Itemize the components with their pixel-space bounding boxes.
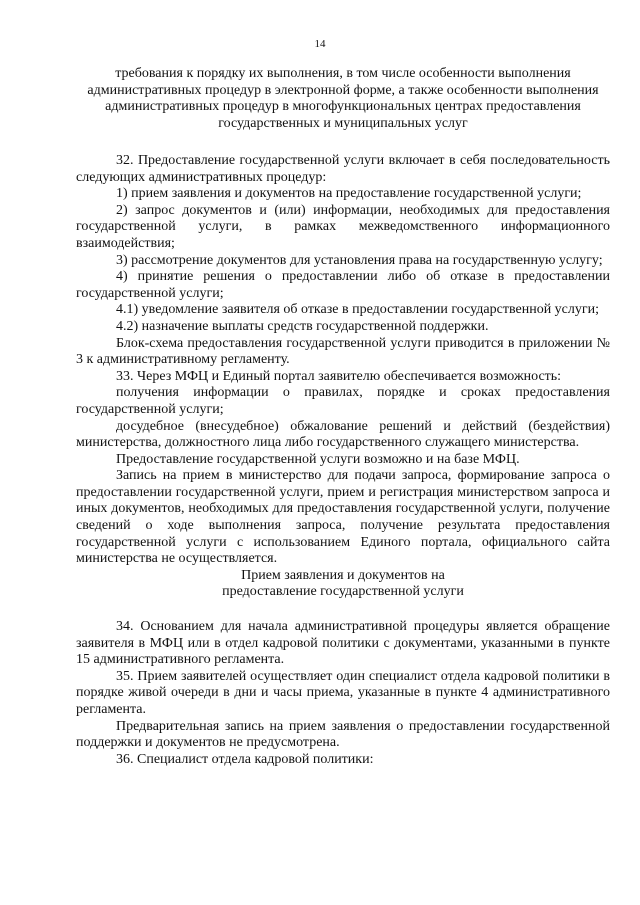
paragraph: 34. Основанием для начала административной процедуры является обращение заявителя в МФЦ или в отдел кадровой политики с документами, указанными в пункте 15 административного регламента. xyxy=(76,619,610,668)
paragraph: Предоставление государственной услуги возможно и на базе МФЦ. xyxy=(116,451,520,467)
list-item: досудебное (внесудебное) обжалование решений и действий (бездействия) министерства, должностного лица либо государственного служащего министерства. xyxy=(76,418,610,451)
spacer xyxy=(76,601,610,619)
list-item: получения информации о правилах, порядке и сроках предоставления государственной услуги; xyxy=(76,385,610,417)
list-item: 4) принятие решения о предоставлении либо об отказе в предоставлении государственной услуги; xyxy=(76,269,610,301)
paragraph: Блок-схема предоставления государственной услуги приводится в приложении № 3 к административному регламенту. xyxy=(76,335,610,368)
list-item: 2) запрос документов и (или) информации, необходимых для предоставления государственной услуги, в рамках межведомственного информационного взаимодействия; xyxy=(76,202,610,251)
paragraph: 32. Предоставление государственной услуги включает в себя последовательность следующих административных процедур: xyxy=(76,153,610,185)
paragraph: Предварительная запись на прием заявления о предоставлении государственной поддержки и документов не предусмотрена. xyxy=(76,718,610,751)
section-heading: требования к порядку их выполнения, в том числе особенности выполнения административных процедур в электронной форме, а также особенности выполнения административных процедур в многофункциональных центрах предоставления государственных и муниципальных услуг xyxy=(87,66,599,131)
list-item: 3) рассмотрение документов для установления права на государственную услугу; xyxy=(116,252,603,268)
page-number: 14 xyxy=(314,38,326,50)
list-item: 4.2) назначение выплаты средств государственной поддержки. xyxy=(116,318,489,334)
paragraph: 36. Специалист отдела кадровой политики: xyxy=(116,751,374,767)
document-body xyxy=(76,153,610,768)
paragraph: 35. Прием заявителей осуществляет один специалист отдела кадровой политики в порядке живой очереди в дни и часы приема, указанные в пункте 4 административного регламента. xyxy=(76,668,610,717)
paragraph: 33. Через МФЦ и Единый портал заявителю обеспечивается возможность: xyxy=(116,368,562,384)
list-item: 1) прием заявления и документов на предоставление государственной услуги; xyxy=(116,186,582,202)
subheading-line: предоставление государственной услуги xyxy=(222,584,464,600)
subheading-line: Прием заявления и документов на xyxy=(241,567,445,583)
paragraph: Запись на прием в министерство для подачи запроса, формирование запроса о предоставлении государственной услуги, прием и регистрация министерством запроса и иных документов, необходимых для предоставления государственной услуги, получение сведений о ходе выполнения запроса, получение результата предоставления государственной услуги с использованием Единого портала, официального сайта министерства не осуществляется. xyxy=(76,468,610,567)
list-item: 4.1) уведомление заявителя об отказе в предоставлении государственной услуги; xyxy=(116,302,600,318)
